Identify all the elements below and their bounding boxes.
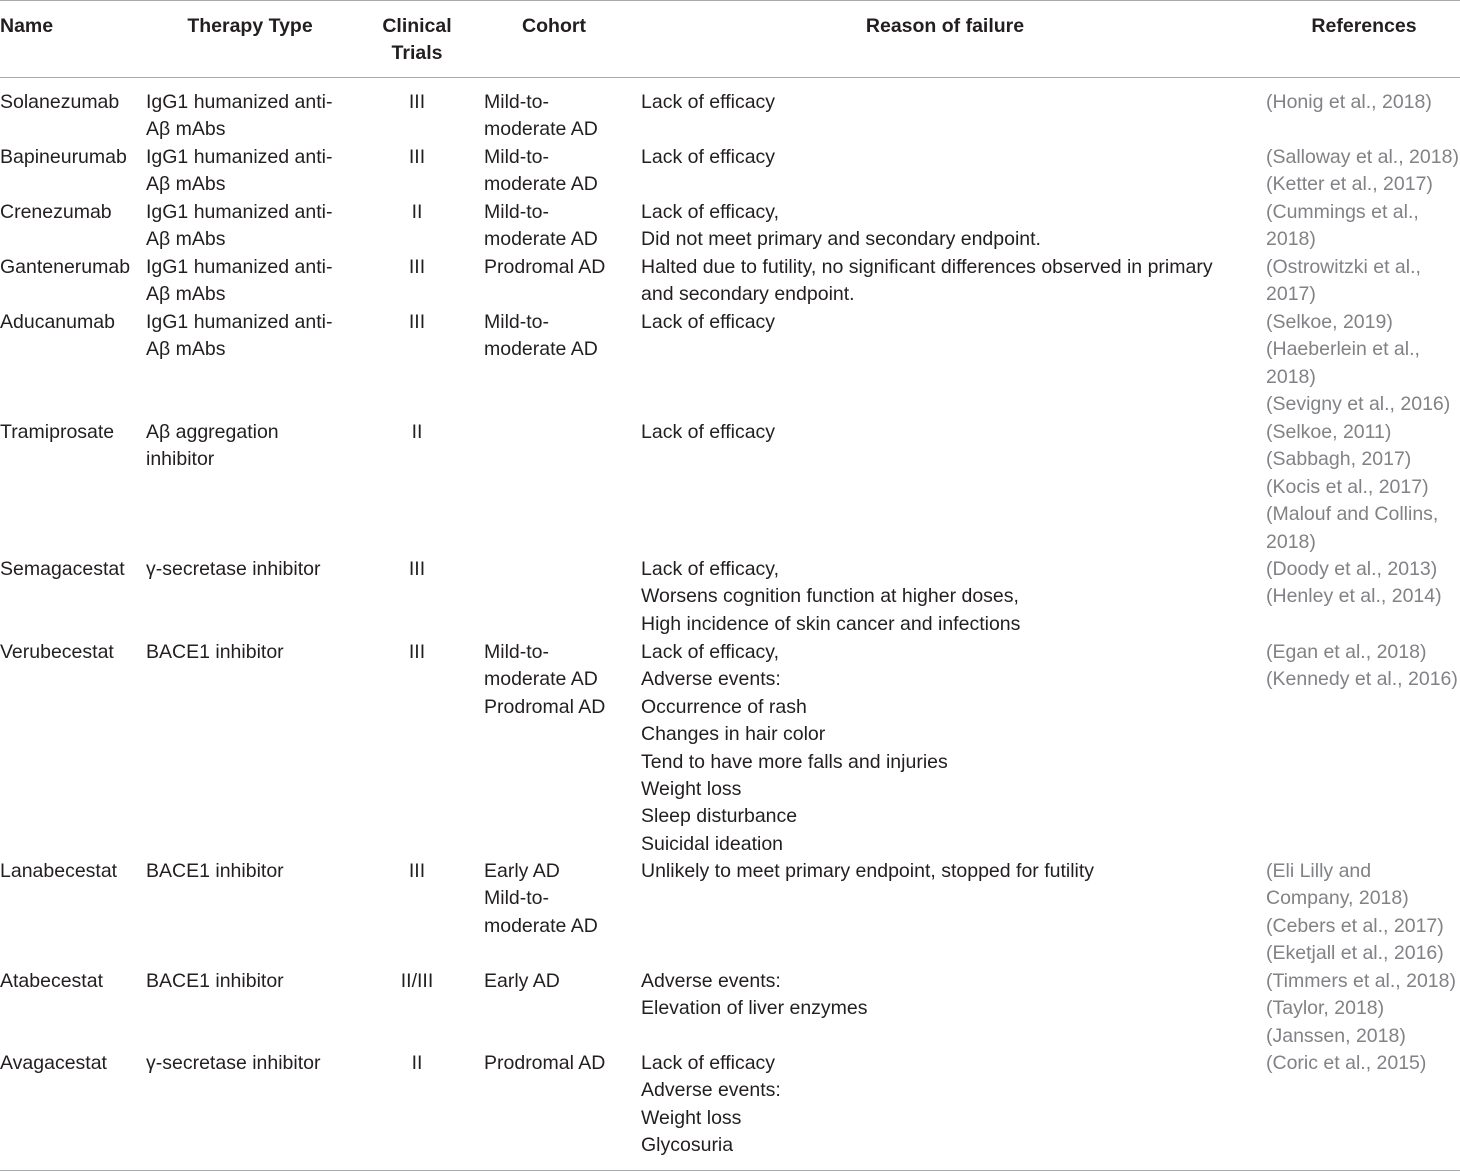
header-reason: Reason of failure [865, 15, 1025, 37]
cell-therapy-type-line: Aβ aggregation [146, 421, 279, 443]
cell-cohort [484, 89, 598, 144]
cell-name [0, 419, 114, 446]
cell-references [1266, 309, 1450, 419]
cell-clinical-trial-line: III [408, 558, 426, 580]
cell-name-line: Bapineurumab [0, 146, 127, 168]
cell-cohort-line: Prodromal AD [484, 695, 606, 718]
cell-reason-line: Did not meet primary and secondary endpoint. [641, 228, 1041, 251]
cell-cohort-line: Prodromal AD [484, 256, 606, 278]
cell-cohort-line: moderate AD [484, 338, 598, 361]
cell-therapy-type [146, 89, 332, 144]
header-clinical-trials-line: Trials [391, 42, 443, 64]
reference-link[interactable]: (Doody et al., 2013) [1266, 558, 1438, 580]
cell-reason-line: Elevation of liver enzymes [641, 997, 868, 1020]
cell-cohort-line: Mild-to- [484, 887, 550, 910]
cell-clinical-trial [380, 858, 454, 885]
reference-link[interactable]: (Egan et al., 2018) [1266, 641, 1427, 663]
cell-name-line: Semagacestat [0, 558, 125, 580]
cell-reason [641, 144, 775, 171]
cell-reason-line: Changes in hair color [641, 723, 826, 746]
reference-link[interactable]: (Eli Lilly and [1266, 860, 1372, 882]
cell-reason-line: Lack of efficacy, [641, 641, 780, 663]
cell-cohort [484, 639, 605, 721]
reference-link[interactable]: (Ketter et al., 2017) [1266, 173, 1433, 196]
cell-therapy-type [146, 639, 284, 666]
cell-name-line: Atabecestat [0, 970, 103, 992]
cell-reason [641, 968, 868, 1023]
cell-cohort-line: moderate AD [484, 914, 598, 937]
reference-link[interactable]: 2018) [1266, 228, 1316, 251]
cell-reason-line: Lack of efficacy [641, 146, 776, 168]
cell-name [0, 254, 130, 281]
cell-references [1266, 1050, 1426, 1077]
reference-link[interactable]: (Selkoe, 2011) [1266, 421, 1392, 443]
header-rule [0, 77, 1460, 78]
cell-reason-line: High incidence of skin cancer and infections [641, 612, 1021, 635]
cell-therapy-type [146, 858, 284, 885]
cell-name-line: Avagacestat [0, 1052, 107, 1074]
cell-therapy-type-line: Aβ mAbs [146, 283, 226, 306]
header-clinical-trials-line: Clinical [382, 15, 452, 37]
cell-cohort-line: Mild-to- [484, 641, 550, 663]
cell-name [0, 968, 103, 995]
cell-clinical-trial-line: III [408, 641, 426, 663]
cell-name [0, 556, 125, 583]
cell-reason-line: Tend to have more falls and injuries [641, 750, 948, 773]
cell-cohort-line: Early AD [484, 970, 560, 992]
cell-therapy-type-line: γ-secretase inhibitor [146, 1052, 321, 1074]
cell-therapy-type-line: γ-secretase inhibitor [146, 558, 321, 580]
table-top-rule [0, 0, 1460, 1]
cell-reason-line: and secondary endpoint. [641, 283, 855, 306]
cell-therapy-type-line: IgG1 humanized anti- [146, 311, 333, 333]
cell-clinical-trial [380, 309, 454, 336]
cell-name-line: Solanezumab [0, 91, 120, 113]
reference-link[interactable]: (Ostrowitzki et al., [1266, 256, 1421, 278]
cell-cohort [484, 254, 605, 281]
cell-reason-line: Weight loss [641, 1106, 742, 1129]
cell-clinical-trial-line: II/III [400, 970, 434, 992]
cell-reason [641, 556, 1020, 638]
cell-therapy-type-line: Aβ mAbs [146, 228, 226, 251]
cell-cohort [484, 309, 598, 364]
cell-reason-line: Lack of efficacy [641, 91, 776, 113]
cell-name-line: Lanabecestat [0, 860, 118, 882]
cell-reason [641, 858, 1094, 885]
cell-name [0, 144, 127, 171]
cell-cohort [484, 858, 598, 940]
cell-therapy-type-line: BACE1 inhibitor [146, 641, 284, 663]
cell-reason-line: Suicidal ideation [641, 832, 784, 855]
cell-cohort [484, 144, 598, 199]
cell-cohort [484, 1050, 605, 1077]
cell-name-line: Crenezumab [0, 201, 112, 223]
cell-reason-line: Adverse events: [641, 1079, 781, 1102]
cell-clinical-trial [380, 89, 454, 116]
cell-name [0, 89, 119, 116]
cell-therapy-type-line: BACE1 inhibitor [146, 860, 284, 882]
cell-references [1266, 199, 1419, 254]
cell-clinical-trial-line: II [411, 201, 423, 223]
cell-name [0, 1050, 107, 1077]
cell-references [1266, 419, 1438, 556]
cell-clinical-trial-line: III [408, 146, 426, 168]
cell-clinical-trial-line: III [408, 256, 426, 278]
cell-reason-line: Lack of efficacy [641, 421, 776, 443]
reference-link[interactable]: (Sevigny et al., 2016) [1266, 393, 1451, 416]
cell-reason [641, 199, 1041, 254]
reference-link[interactable]: 2017) [1266, 283, 1316, 306]
cell-reason-line: Lack of efficacy, [641, 558, 780, 580]
reference-link[interactable]: 2018) [1266, 530, 1316, 553]
cell-therapy-type [146, 1050, 321, 1077]
header-references: References [1311, 15, 1417, 37]
cell-clinical-trial [380, 639, 454, 666]
cell-therapy-type-line: Aβ mAbs [146, 173, 226, 196]
reference-link[interactable]: (Cebers et al., 2017) [1266, 914, 1444, 937]
cell-clinical-trial [380, 1050, 454, 1077]
cell-reason [641, 1050, 781, 1160]
cell-name [0, 199, 112, 226]
reference-link[interactable]: 2018) [1266, 365, 1316, 388]
cell-reason [641, 639, 948, 858]
cell-name-line: Gantenerumab [0, 256, 131, 278]
header-name: Name [0, 15, 54, 37]
cell-clinical-trial-line: III [408, 311, 426, 333]
reference-link[interactable]: (Eketjall et al., 2016) [1266, 942, 1444, 965]
reference-link[interactable]: (Malouf and Collins, [1266, 503, 1439, 526]
cell-references [1266, 858, 1444, 968]
cell-clinical-trial [380, 199, 454, 226]
cell-reason-line: Adverse events: [641, 668, 781, 691]
cell-reason-line: Lack of efficacy [641, 1052, 776, 1074]
cell-cohort [484, 199, 598, 254]
cell-therapy-type-line: IgG1 humanized anti- [146, 256, 333, 278]
reference-link[interactable]: (Salloway et al., 2018) [1266, 146, 1459, 168]
cell-references [1266, 89, 1432, 116]
cell-therapy-type-line: IgG1 humanized anti- [146, 91, 333, 113]
cell-references [1266, 254, 1421, 309]
cell-reason [641, 254, 1213, 309]
cell-name [0, 639, 114, 666]
reference-link[interactable]: (Coric et al., 2015) [1266, 1052, 1427, 1074]
header-cohort: Cohort [522, 15, 586, 37]
cell-name [0, 309, 115, 336]
cell-clinical-trial-line: III [408, 91, 426, 113]
cell-cohort-line: Mild-to- [484, 311, 550, 333]
cell-reason-line: Lack of efficacy [641, 311, 776, 333]
cell-reason-line: Unlikely to meet primary endpoint, stopped for futility [641, 860, 1095, 882]
reference-link[interactable]: (Janssen, 2018) [1266, 1024, 1406, 1047]
cell-clinical-trial-line: III [408, 860, 426, 882]
reference-link[interactable]: (Kocis et al., 2017) [1266, 475, 1429, 498]
cell-name [0, 858, 117, 885]
cell-therapy-type-line: BACE1 inhibitor [146, 970, 284, 992]
cell-name-line: Verubecestat [0, 641, 114, 663]
cell-name-line: Tramiprosate [0, 421, 115, 443]
cell-therapy-type-line: IgG1 humanized anti- [146, 201, 333, 223]
reference-link[interactable]: (Haeberlein et al., [1266, 338, 1420, 361]
cell-cohort-line: moderate AD [484, 118, 598, 141]
reference-link[interactable]: (Taylor, 2018) [1266, 997, 1385, 1020]
cell-references [1266, 144, 1459, 199]
cell-therapy-type [146, 254, 332, 309]
cell-clinical-trial [380, 968, 454, 995]
cell-reason [641, 419, 775, 446]
reference-link[interactable]: (Henley et al., 2014) [1266, 585, 1442, 608]
reference-link[interactable]: (Timmers et al., 2018) [1266, 970, 1456, 992]
cell-clinical-trial [380, 556, 454, 583]
cell-cohort [484, 968, 560, 995]
cell-therapy-type-line: Aβ mAbs [146, 118, 226, 141]
reference-link[interactable]: (Cummings et al., [1266, 201, 1419, 223]
reference-link[interactable]: (Selkoe, 2019) [1266, 311, 1393, 333]
cell-cohort-line: Prodromal AD [484, 1052, 606, 1074]
cell-reason-line: Weight loss [641, 778, 742, 801]
cell-reason-line: Worsens cognition function at higher doses, [641, 585, 1019, 608]
reference-link[interactable]: (Sabbagh, 2017) [1266, 448, 1412, 471]
reference-link[interactable]: (Kennedy et al., 2016) [1266, 668, 1458, 691]
cell-clinical-trial [380, 419, 454, 446]
cell-therapy-type [146, 968, 284, 995]
cell-therapy-type [146, 556, 321, 583]
cell-therapy-type-line: inhibitor [146, 448, 215, 471]
cell-reason-line: Halted due to futility, no significant differences observed in primary [641, 256, 1213, 278]
cell-references [1266, 639, 1458, 694]
cell-therapy-type-line: Aβ mAbs [146, 338, 226, 361]
cell-clinical-trial-line: II [411, 1052, 423, 1074]
header-clinical-trials [367, 13, 467, 67]
cell-therapy-type [146, 144, 332, 199]
cell-clinical-trial-line: II [411, 421, 423, 443]
cell-therapy-type [146, 419, 279, 474]
reference-link[interactable]: Company, 2018) [1266, 887, 1409, 910]
cell-cohort-line: Early AD [484, 860, 560, 882]
cell-cohort-line: moderate AD [484, 228, 598, 251]
cell-therapy-type [146, 199, 332, 254]
cell-cohort-line: Mild-to- [484, 201, 550, 223]
table-bottom-rule [0, 1170, 1460, 1171]
cell-cohort-line: moderate AD [484, 668, 598, 691]
cell-name-line: Aducanumab [0, 311, 115, 333]
cell-therapy-type-line: IgG1 humanized anti- [146, 146, 333, 168]
cell-references [1266, 556, 1442, 611]
cell-therapy-type [146, 309, 332, 364]
cell-cohort-line: Mild-to- [484, 146, 550, 168]
cell-reason-line: Occurrence of rash [641, 695, 807, 718]
reference-link[interactable]: (Honig et al., 2018) [1266, 91, 1432, 113]
cell-cohort-line: moderate AD [484, 173, 598, 196]
cell-clinical-trial [380, 144, 454, 171]
cell-reason-line: Sleep disturbance [641, 805, 798, 828]
cell-reason [641, 309, 775, 336]
cell-reason-line: Glycosuria [641, 1134, 734, 1157]
cell-cohort-line: Mild-to- [484, 91, 550, 113]
header-therapy-type: Therapy Type [187, 15, 313, 37]
cell-reason [641, 89, 775, 116]
cell-reason-line: Lack of efficacy, [641, 201, 780, 223]
cell-clinical-trial [380, 254, 454, 281]
cell-references [1266, 968, 1456, 1050]
cell-reason-line: Adverse events: [641, 970, 781, 992]
